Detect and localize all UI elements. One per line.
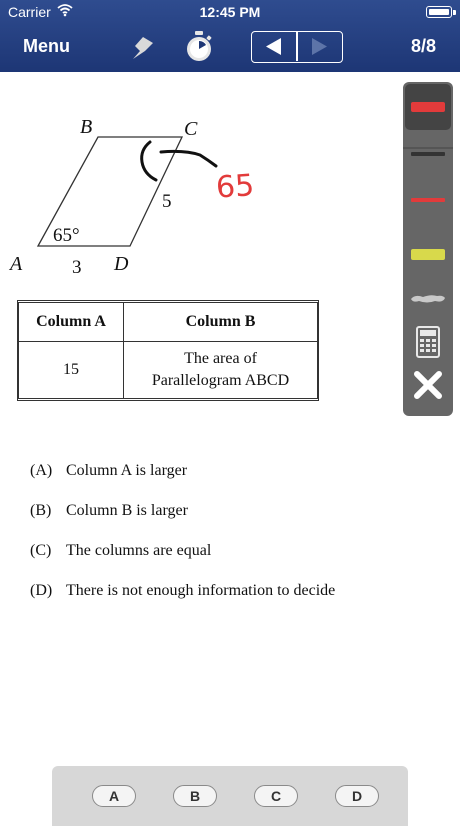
vertex-b-label: B <box>80 116 93 138</box>
vertex-a-label: A <box>10 253 23 275</box>
answer-text: Column A is larger <box>66 462 188 479</box>
answer-selection-bar <box>52 766 408 826</box>
select-answer-b-button[interactable]: B <box>173 785 217 807</box>
answer-text: Column B is larger <box>66 502 188 519</box>
answer-choice-b[interactable] <box>30 500 360 522</box>
column-b-value <box>124 342 318 399</box>
answer-choice-c[interactable] <box>30 540 360 562</box>
answer-choices <box>30 460 360 620</box>
column-a-header: Column A <box>19 303 124 342</box>
handwritten-annotation: 65 <box>214 168 256 206</box>
header <box>0 0 460 72</box>
highlighter-tool[interactable] <box>403 242 453 273</box>
eraser-tool[interactable] <box>403 288 453 315</box>
battery-icon <box>426 6 452 18</box>
select-answer-d-button[interactable]: D <box>335 785 379 807</box>
vertex-d-label: D <box>114 253 129 275</box>
answer-letter: (A) <box>30 462 53 479</box>
stopwatch-icon[interactable] <box>183 29 215 70</box>
select-answer-c-button[interactable]: C <box>254 785 298 807</box>
answer-text: There is not enough information to decide <box>66 582 336 599</box>
answer-letter: (B) <box>30 502 52 519</box>
select-answer-a-button[interactable]: A <box>92 785 136 807</box>
angle-arc-annotation <box>142 142 156 180</box>
next-question-button[interactable] <box>298 32 342 61</box>
answer-choice-a[interactable] <box>30 460 360 482</box>
nav-bar <box>0 24 460 72</box>
angle-label: 65° <box>53 225 80 246</box>
previous-question-button[interactable] <box>252 32 296 61</box>
thick-red-pen-tool[interactable] <box>403 92 453 127</box>
carrier-label: Carrier <box>8 4 51 20</box>
status-bar <box>0 0 460 24</box>
parallelogram-figure <box>0 72 400 292</box>
answer-letter: (C) <box>30 542 52 559</box>
column-a-value: 15 <box>19 342 124 399</box>
calculator-icon[interactable] <box>403 324 453 365</box>
clock: 12:45 PM <box>199 4 261 20</box>
answer-choice-d[interactable] <box>30 580 360 602</box>
vertex-c-label: C <box>184 118 198 140</box>
column-b-header: Column B <box>124 303 318 342</box>
black-pen-tool[interactable] <box>403 144 453 169</box>
drawing-toolbar <box>403 82 453 416</box>
column-b-line-2: Parallelogram ABCD <box>151 372 290 389</box>
column-b-line-1: The area of <box>184 350 257 367</box>
side-ad-length: 3 <box>72 257 82 278</box>
bookmark-flag-icon[interactable] <box>123 29 159 70</box>
close-icon[interactable] <box>403 368 453 407</box>
side-cd-length: 5 <box>162 191 172 212</box>
question-pager <box>251 31 343 63</box>
red-pen-tool[interactable] <box>403 190 453 215</box>
answer-letter: (D) <box>30 582 53 599</box>
answer-text: The columns are equal <box>66 542 212 559</box>
comparison-table <box>18 302 318 399</box>
menu-button[interactable]: Menu <box>23 36 70 56</box>
question-counter: 8/8 <box>410 36 436 56</box>
